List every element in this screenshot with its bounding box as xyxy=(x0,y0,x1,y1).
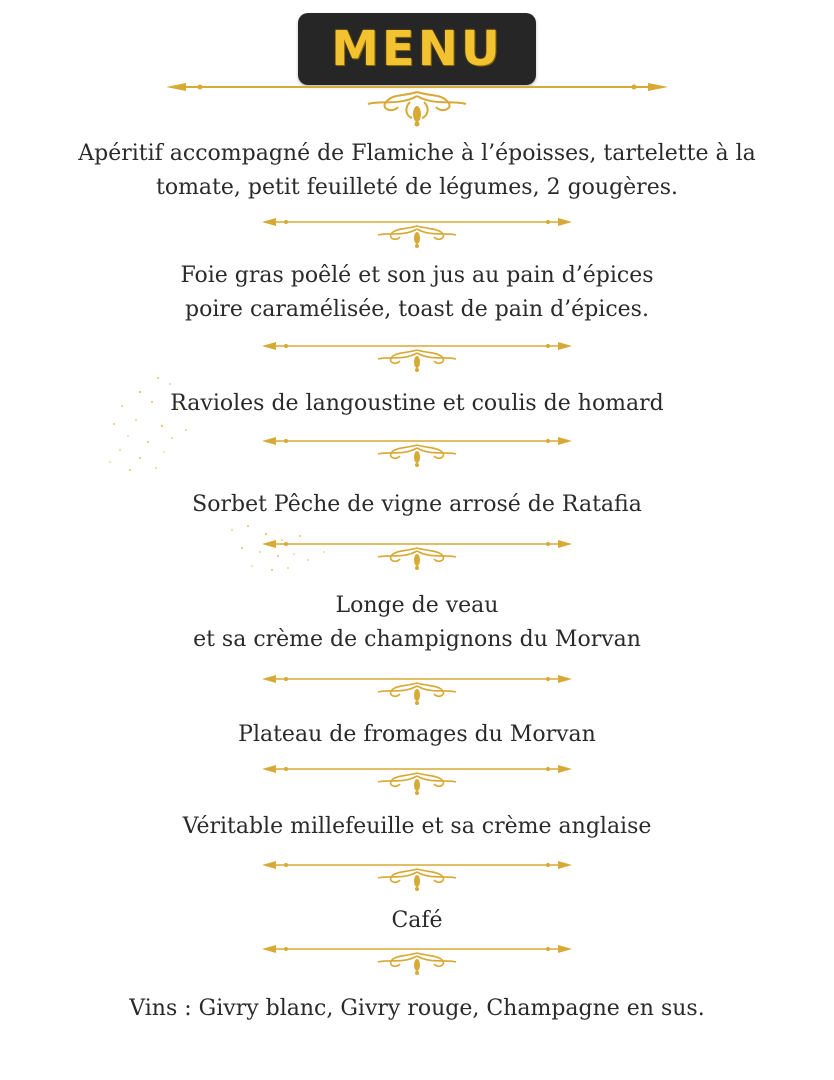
menu-item-line: Sorbet Pêche de vigne arrosé de Ratafia xyxy=(192,492,642,517)
ornament-divider xyxy=(0,334,834,374)
menu-item-fromages xyxy=(0,718,834,752)
menu-item-line: Foie gras poêlé et son jus au pain d’épices xyxy=(180,263,654,288)
menu-item-line: Apéritif accompagné de Flamiche à l’époisses, tartelette à la xyxy=(78,141,756,166)
menu-item-line: Longe de veau xyxy=(335,593,499,618)
menu-item-foie-gras xyxy=(0,259,834,327)
menu-item-sorbet xyxy=(0,488,834,522)
menu-item-line: tomate, petit feuilleté de légumes, 2 gougères. xyxy=(155,175,678,200)
menu-item-aperitif xyxy=(0,137,834,205)
menu-item-line: Plateau de fromages du Morvan xyxy=(238,722,596,747)
menu-item-ravioles xyxy=(0,387,834,421)
wines-line xyxy=(0,992,834,1026)
ornament-divider xyxy=(0,853,834,893)
menu-item-line: poire caramélisée, toast de pain d’épices. xyxy=(185,297,649,322)
ornament-divider xyxy=(0,667,834,707)
menu-item-cafe xyxy=(0,904,834,938)
ornament-divider xyxy=(0,429,834,469)
ornament-divider xyxy=(0,937,834,977)
menu-item-line: et sa crème de champignons du Morvan xyxy=(193,627,641,652)
menu-item-longe-de-veau xyxy=(0,589,834,657)
menu-item-millefeuille xyxy=(0,810,834,844)
wines-text: Vins : Givry blanc, Givry rouge, Champagne en sus. xyxy=(129,996,705,1021)
ornament-divider xyxy=(0,210,834,250)
ornament-divider-large xyxy=(0,74,834,130)
menu-title: MENU xyxy=(331,21,503,77)
menu-item-line: Café xyxy=(391,908,443,933)
menu-item-line: Ravioles de langoustine et coulis de homard xyxy=(170,391,664,416)
menu-item-line: Véritable millefeuille et sa crème anglaise xyxy=(182,814,652,839)
ornament-divider xyxy=(0,757,834,797)
ornament-divider xyxy=(0,532,834,572)
